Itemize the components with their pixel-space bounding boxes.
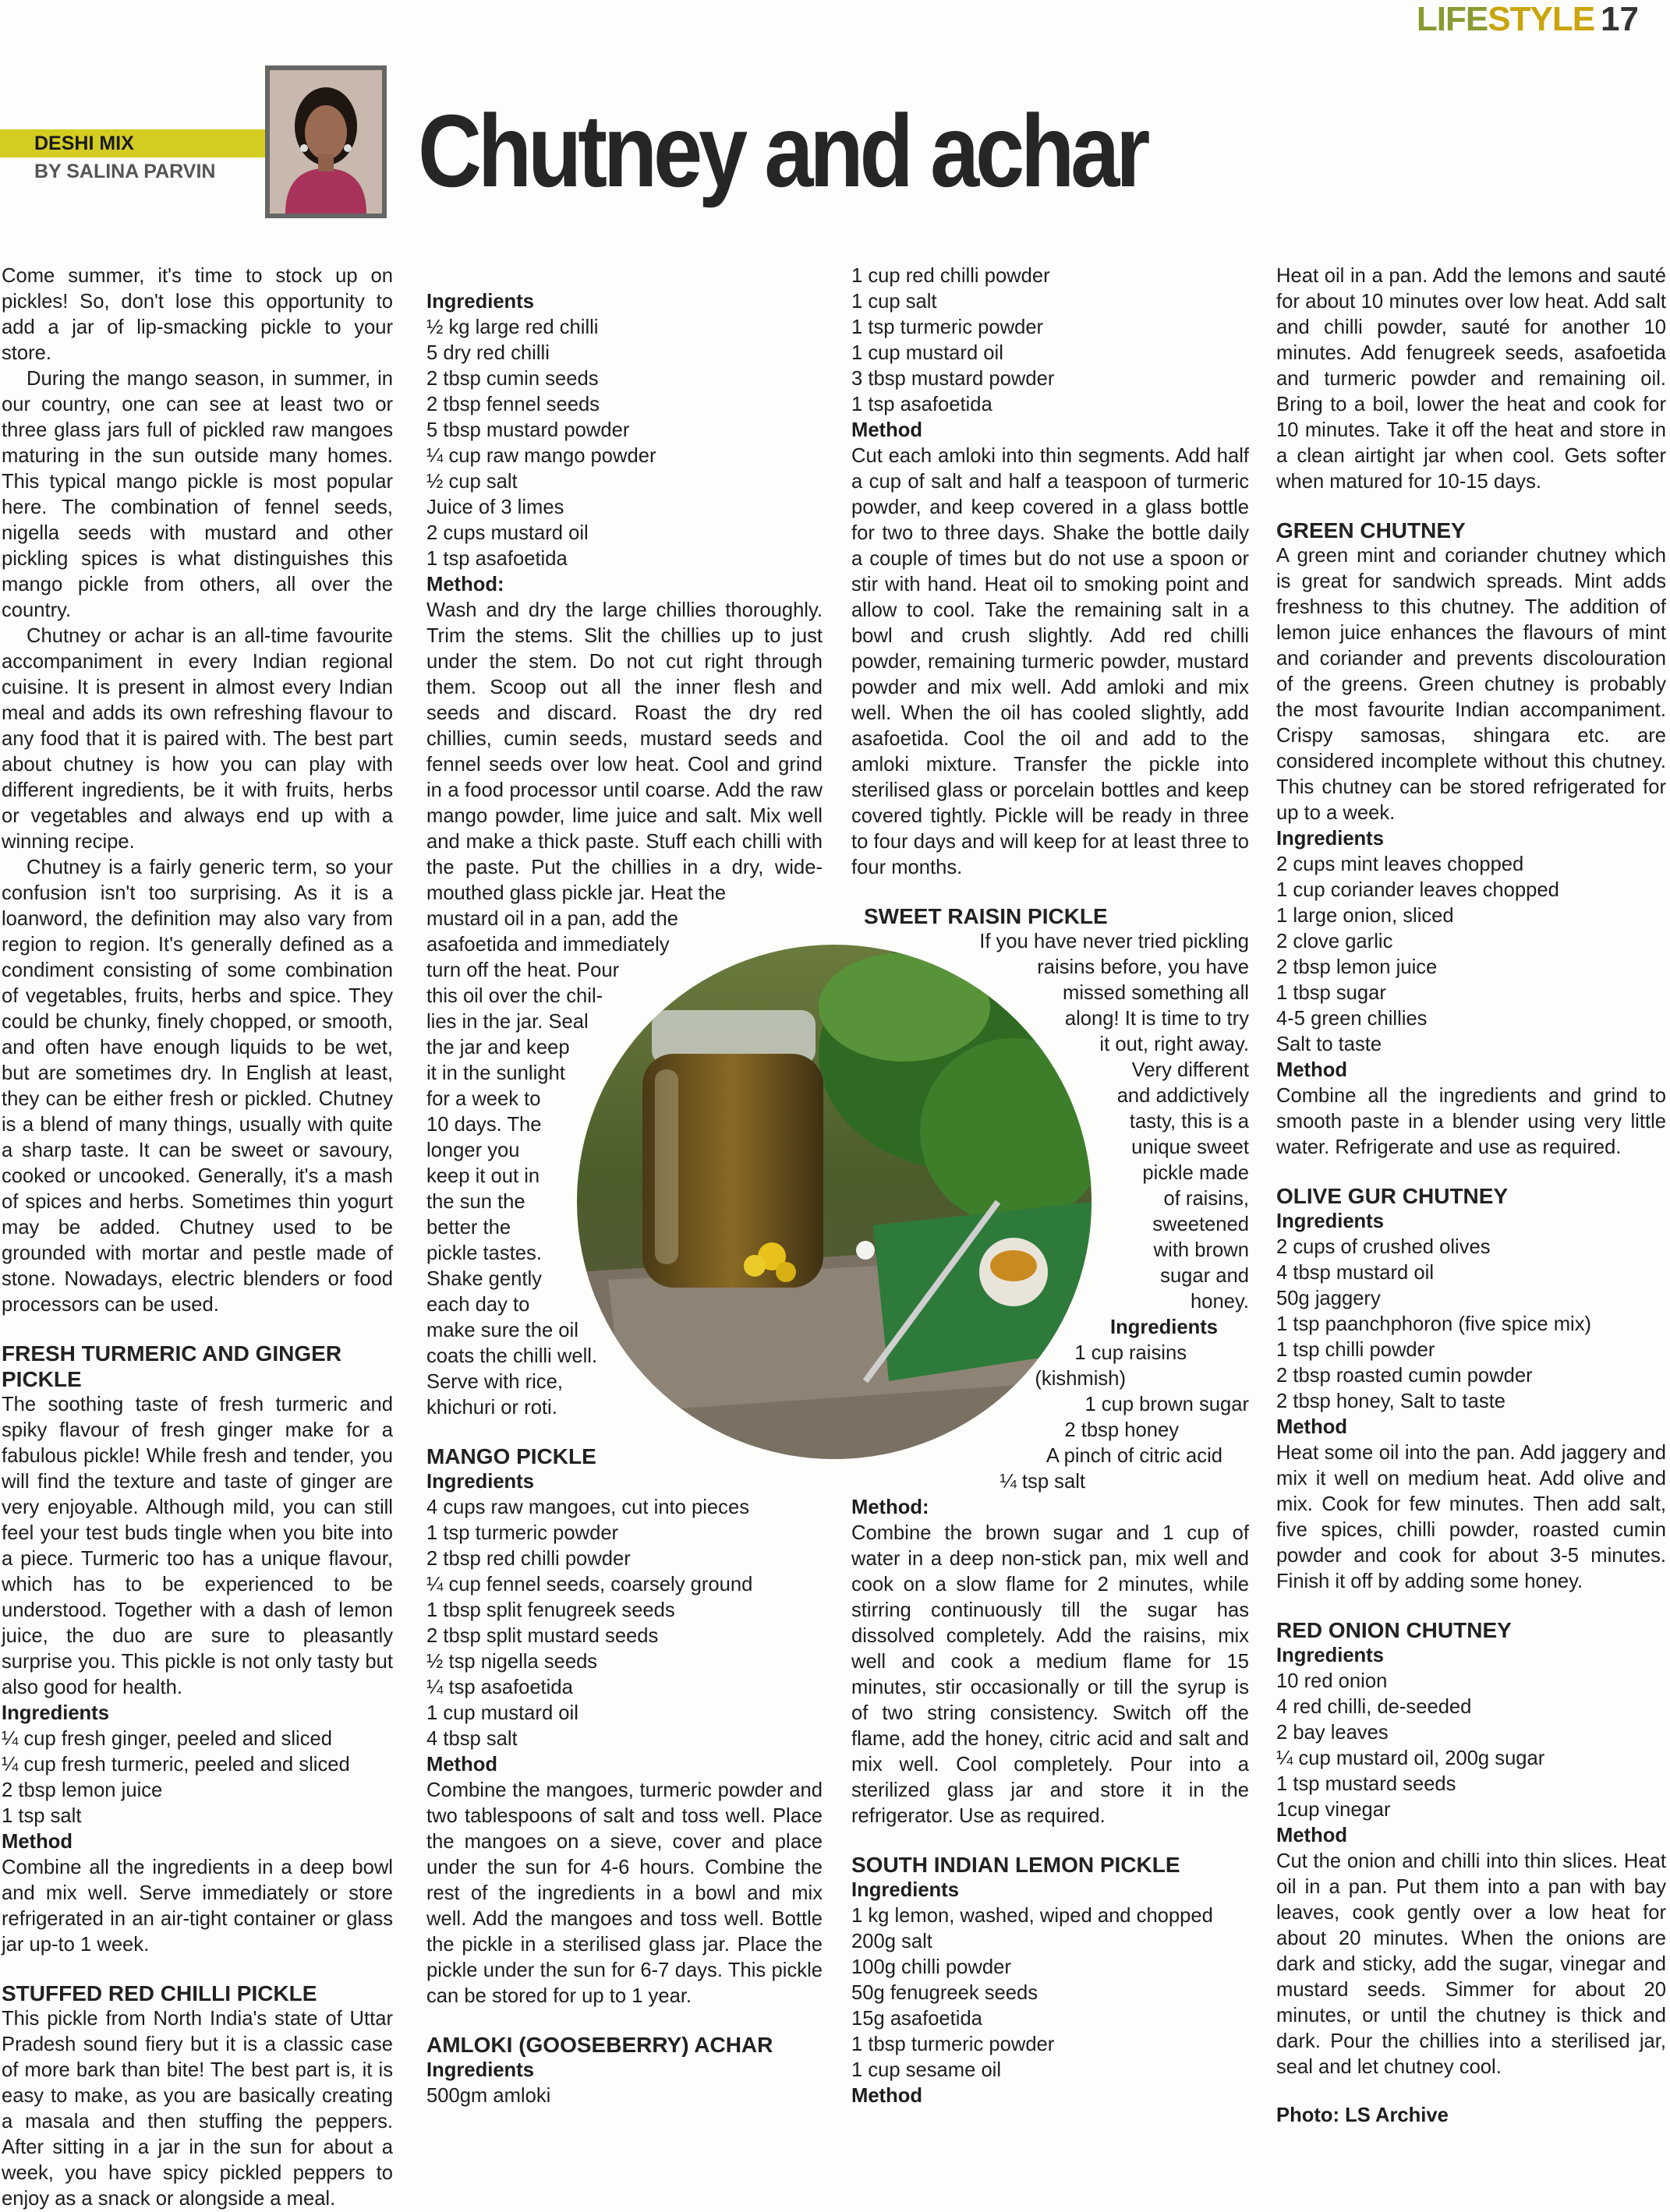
turmeric-ingredient: 1 tsp salt [2,1805,82,1827]
chilli-title: STUFFED RED CHILLI PICKLE [2,1981,317,2005]
raisin-intro-line: it out, right away. [1099,1034,1249,1055]
intro-paragraph-1: Come summer, it's time to stock up on pickles! So, don't lose this opportunity to add a jar of lip-smacking pickle to your store. [2,265,393,364]
chilli-ingredients-label: Ingredients [426,291,534,313]
intro-paragraph-3: Chutney or achar is an all-time favourite accompaniment in every Indian regional cuisine. It is present in almost every Indian meal and adds its own refreshing flavour to any food that it is paired with. The best part about chutney is how you can play with different ingredients, be it with fruits, herbs or vegetables and always end up with a winning recipe. [2,625,393,853]
chilli-method-line: Shake gently [426,1268,542,1290]
chilli-method-line: asafoetida and immediately [426,934,670,956]
raisin-intro-line: of raisins, [1163,1188,1249,1210]
mango-ingredient: 2 tbsp red chilli powder [426,1548,631,1570]
chilli-ingredient: ¼ cup raw mango powder [426,445,656,467]
chilli-method-line: lies in the jar. Seal [426,1011,589,1033]
onion-chutney-ingredients-label: Ingredients [1276,1645,1384,1666]
green-chutney-ingredient: 1 cup coriander leaves chopped [1276,879,1559,901]
chilli-ingredient: 2 tbsp cumin seeds [426,368,599,390]
lemon-method: Heat oil in a pan. Add the lemons and sauté for about 10 minutes over low heat. Add salt and chilli powder, sauté for another 10 minutes. Add fenugreek seeds, asafoetida and turmeric powder and remaining oil. Bring to a boil, lower the heat and cook for 10 minutes. Take it off the heat and store in a clean airtight jar when cool. Gets softer when matured for 10-15 days. [1276,265,1666,493]
green-chutney-ingredient: 2 tbsp lemon juice [1276,956,1438,978]
raisin-intro-line: with brown [1153,1239,1249,1261]
olive-chutney-ingredients-label: Ingredients [1276,1210,1384,1232]
green-chutney-ingredient: 4-5 green chillies [1276,1008,1428,1030]
olive-chutney-ingredient: 2 tbsp honey, Salt to taste [1276,1390,1506,1412]
onion-chutney-ingredient: 10 red onion [1276,1670,1388,1692]
turmeric-ingredient: ¼ cup fresh ginger, peeled and sliced [2,1728,333,1750]
raisin-intro-line: raisins before, you have [1037,956,1249,978]
chilli-method-line: longer you [426,1140,520,1161]
turmeric-ingredients-label: Ingredients [2,1702,109,1724]
green-chutney-method-label: Method [1276,1059,1347,1081]
chilli-method-line: for a week to [426,1088,541,1110]
raisin-intro [851,929,1249,1315]
green-chutney-ingredient: 1 large onion, sliced [1276,905,1454,927]
raisin-intro-line: along! It is time to try [1064,1008,1249,1030]
mango-ingredient: 2 tbsp split mustard seeds [426,1625,659,1647]
chilli-ingredient: 1 tsp asafoetida [426,548,568,570]
lemon-ingredient: 1 cup sesame oil [851,2059,1002,2081]
raisin-intro-line: missed something all [1063,982,1249,1004]
mango-method: Combine the mangoes, turmeric powder and two tablespoons of salt and toss well. Place the mangoes on a sieve, cover and place under the sun for 4-6 hours. Combine the rest of the ingredients in a bowl and mix well. Add the mangoes and toss well. Bottle the pickle in a sterilised glass jar. Place the pickle under the sun for 6-7 days. This pickle can be stored for up to 1 year. [426,1779,823,2007]
author-portrait-image [270,70,382,214]
mango-ingredient: ¼ tsp asafoetida [426,1677,573,1698]
mango-ingredient: 4 cups raw mangoes, cut into pieces [426,1496,749,1518]
chilli-ingredient: 2 cups mustard oil [426,522,589,544]
amloki-ingredient: 1 tsp asafoetida [851,394,992,415]
raisin-intro-line: If you have never tried pickling [979,931,1249,952]
olive-chutney-ingredient: 1 tsp paanchphoron (five spice mix) [1276,1313,1592,1335]
raisin-intro-line: sweetened [1152,1214,1249,1235]
mango-title: MANGO PICKLE [426,1444,596,1468]
chilli-method-line: keep it out in [426,1165,540,1187]
column-3 [851,263,1249,2109]
olive-chutney-ingredient: 50g jaggery [1276,1288,1381,1309]
chilli-method-line: make sure the oil [426,1320,578,1341]
raisin-method: Combine the brown sugar and 1 cup of water in a deep non-stick pan, mix well and cook on a slow flame for 2 minutes, while stirring continuously till the sugar has dissolved completely. Add the raisins, mix well and cook a medium flame for 15 minutes, stir occasionally or till the syrup is of two string consistency. Switch off the flame, add the honey, citric acid and salt and mix well. Cool completely. Pour into a sterilized glass jar and store it in the refrigerator. Use as required. [851,1522,1249,1827]
raisin-ingredient: A pinch of citric acid [1046,1445,1222,1467]
chilli-method-line: Serve with rice, [426,1371,563,1393]
mango-ingredient: ¼ cup fennel seeds, coarsely ground [426,1574,753,1595]
lemon-ingredient: 200g salt [851,1931,932,1952]
section-name-style: STYLE [1488,0,1595,38]
olive-chutney-ingredient: 1 tsp chilli powder [1276,1339,1435,1361]
olive-chutney-ingredient: 2 cups of crushed olives [1276,1236,1491,1258]
green-chutney-title: GREEN CHUTNEY [1276,518,1466,542]
lemon-method-label: Method [851,2085,922,2107]
lemon-ingredient: 50g fenugreek seeds [851,1982,1038,2004]
raisin-ingredient: 1 cup raisins [1074,1342,1187,1364]
lemon-ingredient: 15g asafoetida [851,2008,982,2030]
olive-chutney-title: OLIVE GUR CHUTNEY [1276,1184,1509,1208]
author-portrait [265,65,387,218]
chilli-ingredient: 5 dry red chilli [426,342,550,364]
olive-chutney-method: Heat some oil into the pan. Add jaggery and mix it well on medium heat. Add olive and mix. Cook for few minutes. Then add salt, five spices, chilli powder, roasted cumin powder and cook for about 3-5 minutes. Finish it off by adding some honey. [1276,1442,1666,1592]
mango-ingredient: ½ tsp nigella seeds [426,1651,598,1673]
section-masthead [1417,0,1639,37]
raisin-intro-line: pickle made [1142,1162,1249,1184]
raisin-method-label: Method: [851,1496,929,1518]
amloki-ingredient: 1 tsp turmeric powder [851,316,1044,338]
raisin-ingredient: 1 cup brown sugar [1084,1394,1249,1415]
chilli-method-line: the sun the [426,1191,525,1213]
mango-ingredients-label: Ingredients [426,1471,534,1493]
amloki-method-label: Method [851,419,922,441]
raisin-intro-line: Very different [1131,1059,1249,1081]
amloki-ingredient: 1 cup salt [851,291,937,313]
turmeric-method-label: Method [2,1831,73,1853]
section-name [1417,0,1594,39]
chilli-method-line: khichuri or roti. [426,1397,557,1419]
turmeric-title-line-2: PICKLE [2,1367,82,1391]
byline: BY SALINA PARVIN [34,161,216,182]
green-chutney-ingredient: 1 tbsp sugar [1276,982,1386,1004]
turmeric-method: Combine all the ingredients in a deep bowl and mix well. Serve immediately or store refrigerated in an air-tight container or glass jar up-to 1 week. [2,1857,393,1956]
mango-method-label: Method [426,1754,497,1776]
chilli-ingredient: ½ kg large red chilli [426,316,599,338]
chilli-method-line: each day to [426,1294,530,1316]
chilli-method-line: the jar and keep [426,1037,570,1058]
chilli-method-label: Method: [426,574,504,595]
raisin-intro-line: sugar and [1160,1265,1249,1287]
olive-chutney-ingredient: 4 tbsp mustard oil [1276,1262,1435,1284]
column-2 [426,238,823,2109]
column-4 [1276,263,1666,2129]
turmeric-title-line-1: FRESH TURMERIC AND GINGER [2,1341,342,1366]
lemon-ingredient: 1 tbsp turmeric powder [851,2034,1055,2055]
turmeric-title [2,1341,393,1392]
amloki-ingredient: 1 cup mustard oil [851,342,1003,364]
raisin-intro-line: honey. [1191,1291,1249,1313]
amloki-ingredients-label: Ingredients [426,2059,534,2081]
raisin-ingredient: 2 tbsp honey [1064,1419,1179,1441]
chilli-ingredient: 5 tbsp mustard powder [426,419,630,441]
chilli-method-line: turn off the heat. Pour [426,959,620,981]
chilli-ingredient: 2 tbsp fennel seeds [426,394,600,415]
column-kicker: DESHI MIX [34,133,134,154]
section-name-life: LIFE [1416,0,1488,38]
intro-paragraph-2: During the mango season, in summer, in our country, one can see at least two or three glass jars full of pickled raw mangoes maturing in the sun outside many homes. This typical mango pickle is most popular here. The combination of fennel seeds, nigella seeds with mustard and other pickling spices is what distinguishes this mango pickle from others, all over the country. [2,368,393,621]
lemon-title: SOUTH INDIAN LEMON PICKLE [851,1853,1180,1877]
chilli-method-line: 10 days. The [426,1114,542,1136]
chilli-ingredient: Juice of 3 limes [426,496,564,518]
chilli-intro: This pickle from North India's state of Uttar Pradesh sound fiery but it is a classic case of more bark than bite! The best part is, it is easy to make, as you are basically creating a masala and then stuffing the peppers. After sitting in a jar in the sun for about a week, you have spicy pickled peppers to enjoy as a snack or alongside a meal. [2,2008,393,2210]
page-title: Chutney and achar [418,94,1147,208]
turmeric-ingredient: 2 tbsp lemon juice [2,1779,163,1801]
mango-ingredient: 1 tsp turmeric powder [426,1522,619,1544]
raisin-intro-line: and addictively [1116,1085,1249,1107]
mango-ingredient: 1 cup mustard oil [426,1702,578,1724]
lemon-ingredient: 100g chilli powder [851,1956,1011,1978]
onion-chutney-method-label: Method [1276,1825,1347,1846]
chilli-method-wrap [426,906,823,1421]
page-number: 17 [1601,0,1639,38]
green-chutney-ingredient: 2 cups mint leaves chopped [1276,853,1524,875]
chilli-method: Wash and dry the large chillies thoroughly. Trim the stems. Slit the chillies up to just under the stem. Do not cut right through them. Scoop out all the inner flesh and seeds and discard. Roast the dry red chillies, cumin seeds, mustard seeds and fennel seeds over low heat. Cool and grind in a food processor until coarse. Add the raw mango powder, lime juice and salt. Mix well and make a thick paste. Stuff each chilli with the paste. Put the chillies in a dry, wide-mouthed glass pickle jar. Heat the [426,599,823,904]
raisin-title: SWEET RAISIN PICKLE [864,904,1108,928]
chilli-method-line: better the [426,1217,511,1239]
chilli-method-line: mustard oil in a pan, add the [426,908,678,930]
green-chutney-ingredients-label: Ingredients [1276,828,1384,850]
chilli-method-line: pickle tastes. [426,1242,542,1264]
amloki-ingredient: 3 tbsp mustard powder [851,368,1055,390]
olive-chutney-ingredient: 2 tbsp roasted cumin powder [1276,1365,1533,1387]
turmeric-intro: The soothing taste of fresh turmeric and spiky flavour of fresh ginger make for a fabulous pickle! While fresh and tender, you will find the texture and taste of ginger are very enjoyable. Although mild, you can still feel your test buds tingle when you bite into a piece. Turmeric too has a unique flavour, which has to be experienced to be understood. Together with a dash of lemon juice, the duo are sure to pleasantly surprise you. This pickle is not only tasty but also good for health. [2,1394,393,1698]
onion-chutney-title: RED ONION CHUTNEY [1276,1618,1512,1642]
chilli-ingredient: ½ cup salt [426,471,518,493]
chilli-method-line: coats the chilli well. [426,1345,598,1367]
column-1 [2,263,393,2212]
turmeric-ingredient: ¼ cup fresh turmeric, peeled and sliced [2,1754,350,1776]
raisin-intro-line: tasty, this is a [1129,1111,1249,1133]
raisin-ingredient: ¼ tsp salt [1000,1471,1085,1493]
green-chutney-ingredient: Salt to taste [1276,1034,1382,1055]
green-chutney-method: Combine all the ingredients and grind to smooth paste in a blender using very little water. Refrigerate and use as required. [1276,1085,1666,1158]
olive-chutney-method-label: Method [1276,1416,1347,1438]
mango-ingredient: 4 tbsp salt [426,1728,518,1750]
green-chutney-intro: A green mint and coriander chutney which is great for sandwich spreads. Mint adds freshness to this chutney. The addition of lemon juice enhances the flavours of mint and coriander and prevents discolouration of the greens. Green chutney is probably the most favourite Indian accompaniment. Crispy samosas, shingara etc. are considered incomplete without this chutney. This chutney can be stored refrigerated for up to a week. [1276,545,1666,824]
onion-chutney-ingredient: 1 tsp mustard seeds [1276,1773,1456,1795]
intro-paragraph-4: Chutney is a fairly generic term, so your confusion isn't too surprising. As it is a loanword, the definition may also vary from region to region. It's generally defined as a condiment consisting of some combination of vegetables, fruits, herbs and spice. They could be chunky, finely chopped, or smooth, and often have enough liquids to be wet, but are sometimes dry. In English at least, they can be either fresh or pickled. Chutney is a blend of many things, usually with quite a sharp taste. It can be sweet or savoury, cooked or uncooked. Generally, it's a mash of spices and herbs. Sometimes thin yogurt may be added. Chutney used to be grounded with mortar and pestle made of stone. Nowadays, electric blenders or food processors can be used. [2,857,393,1316]
onion-chutney-ingredient: 4 red chilli, de-seeded [1276,1696,1472,1718]
raisin-ingredients-label: Ingredients [1110,1316,1218,1338]
lemon-ingredient: 1 kg lemon, washed, wiped and chopped [851,1905,1213,1927]
onion-chutney-method: Cut the onion and chilli into thin slices. Heat oil in a pan. Put them into a pan with bay leaves, cook gently over a low heat for about 20 minutes. When the onions are dark and sticky, add the sugar, vinegar and mustard seeds. Simmer for about 20 minutes, or until the chutney is thick and dark. Pour the chillies into a sterilised jar, seal and let chutney cool. [1276,1850,1666,2078]
onion-chutney-ingredient: 1cup vinegar [1276,1799,1391,1821]
raisin-intro-line: unique sweet [1131,1136,1249,1158]
chilli-method-line: it in the sunlight [426,1062,565,1084]
photo-credit: Photo: LS Archive [1276,2104,1449,2126]
onion-chutney-ingredient: ¼ cup mustard oil, 200g sugar [1276,1747,1545,1769]
green-chutney-ingredient: 2 clove garlic [1276,931,1393,952]
amloki-ingredient: 500gm amloki [426,2085,551,2107]
amloki-ingredient: 1 cup red chilli powder [851,265,1050,287]
chilli-method-line: this oil over the chil- [426,985,603,1007]
mango-ingredient: 1 tbsp split fenugreek seeds [426,1599,675,1621]
lemon-ingredients-label: Ingredients [851,1879,959,1901]
amloki-title: AMLOKI (GOOSEBERRY) ACHAR [426,2033,773,2057]
raisin-ingredient: (kishmish) [1035,1368,1126,1390]
amloki-method: Cut each amloki into thin segments. Add half a cup of salt and half a teaspoon of turmeric powder, and keep covered in a glass bottle for two to three days. Shake the bottle daily a couple of times but do not use a spoon or stir with hand. Heat oil to smoking point and allow to cool. Take the remaining salt in a bowl and crush slightly. Add red chilli powder, remaining turmeric powder, mustard powder and mix well. Add amloki and mix well. When the oil has cooled slightly, add asafoetida. Cool the oil and add to the amloki mixture. Transfer the pickle into sterilised glass or porcelain bottles and keep covered tightly. Pickle will be ready in three to four days and will keep for at least three to four months. [851,445,1249,878]
onion-chutney-ingredient: 2 bay leaves [1276,1722,1389,1744]
